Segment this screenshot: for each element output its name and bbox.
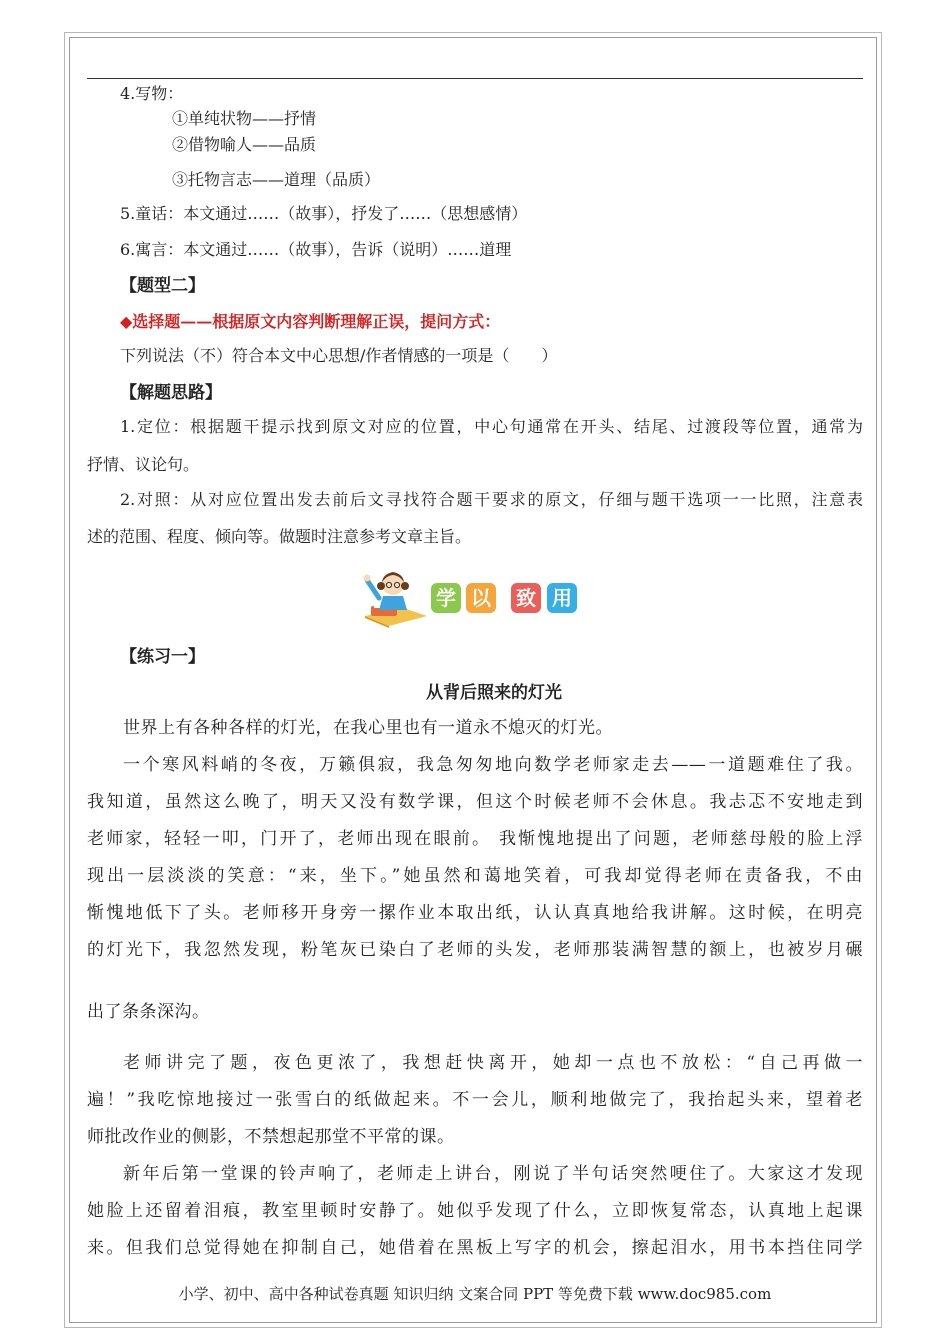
subitem-3: ③托物言志——道理（品质） [172,170,381,189]
essay-line: 老师讲完了题，夜色更浓了，我想赶快离开，她却一点也不放松：“自己再做一 [123,1053,863,1073]
subitem-1: ①单纯状物——抒情 [172,109,317,128]
header-rule [87,78,863,79]
essay-line: 她脸上还留着泪痕，教室里顿时安静了。她似乎发现了什么，立即恢复常态，认真地上起课 [87,1201,863,1221]
question-stem: 下列说法（不）符合本文中心思想/作者情感的一项是（ ） [120,346,558,365]
essay-line: 惭愧地低下了头。老师移开身旁一摞作业本取出纸，认认真真地给我讲解。这时候，在明亮 [87,903,863,923]
essay-line: 世界上有各种各样的灯光，在我心里也有一道永不熄灭的灯光。 [123,718,613,738]
student-illustration [363,566,429,628]
approach-step-2: 2.对照：从对应位置出发去前后文寻找符合题干要求的原文，仔细与题干选项一一比照，注意表 [120,490,863,509]
approach-step-1: 1.定位：根据题干提示找到原文对应的位置，中心句通常在开头、结尾、过渡段等位置，通常为 [120,417,863,436]
item-fairy-tale: 5.童话：本文通过……（故事），抒发了……（思想感情） [120,204,528,223]
section-heading-approach: 【解题思路】 [120,383,222,403]
banner-char-3: 致 [511,583,541,613]
subitem-2: ②借物喻人——品质 [172,135,317,154]
essay-line: 遍！”我吃惊地接过一张雪白的纸做起来。不一会儿，顺利地做完了，我抬起头来，望着老 [87,1090,863,1110]
apply-learning-banner [363,566,583,628]
section-heading-type-two: 【题型二】 [120,276,205,296]
item-fable: 6.寓言：本文通过……（故事），告诉（说明）……道理 [120,240,512,259]
essay-line: 新年后第一堂课的铃声响了，老师走上讲台，刚说了半句话突然哽住了。大家这才发现 [123,1164,863,1184]
essay-line: 一个寒风料峭的冬夜，万籁俱寂，我急匆匆地向数学老师家走去——一道题难住了我。 [123,755,863,775]
page-footer: 小学、初中、高中各种试卷真题 知识归纳 文案合同 PPT 等免费下载 www.doc985.com [178,1285,772,1303]
approach-step-1-cont: 抒情、议论句。 [87,455,200,474]
approach-step-2-cont: 述的范围、程度、倾向等。做题时注意参考文章主旨。 [87,527,472,546]
item-write-objects: 4.写物： [120,84,184,103]
essay-line: 师批改作业的侧影，不禁想起那堂不平常的课。 [87,1127,455,1147]
essay-line: 的灯光下，我忽然发现，粉笔灰已染白了老师的头发，老师那装满智慧的额上，也被岁月碾 [87,940,863,960]
banner-char-2: 以 [466,583,496,613]
essay-title: 从背后照来的灯光 [426,683,562,703]
essay-line: 来。但我们总觉得她在抑制自己，她借着在黑板上写字的机会，擦起泪水，用书本挡住同学 [87,1238,863,1258]
banner-char-4: 用 [547,583,577,613]
section-heading-exercise-one: 【练习一】 [120,647,205,667]
essay-line: 现出一层淡淡的笑意：“来，坐下。”她虽然和蔼地笑着，可我却觉得老师在责备我，不由 [87,866,863,886]
essay-line: 老师家，轻轻一叩，门开了，老师出现在眼前。 我惭愧地提出了问题，老师慈母般的脸上浮 [87,829,863,849]
essay-line: 出了条条深沟。 [87,1002,210,1022]
question-type-note: ◆选择题——根据原文内容判断理解正误，提问方式： [120,312,501,331]
banner-char-1: 学 [431,583,461,613]
essay-line: 我知道，虽然这么晚了，明天又没有数学课，但这个时候老师不会休息。我忐忑不安地走到 [87,792,863,812]
